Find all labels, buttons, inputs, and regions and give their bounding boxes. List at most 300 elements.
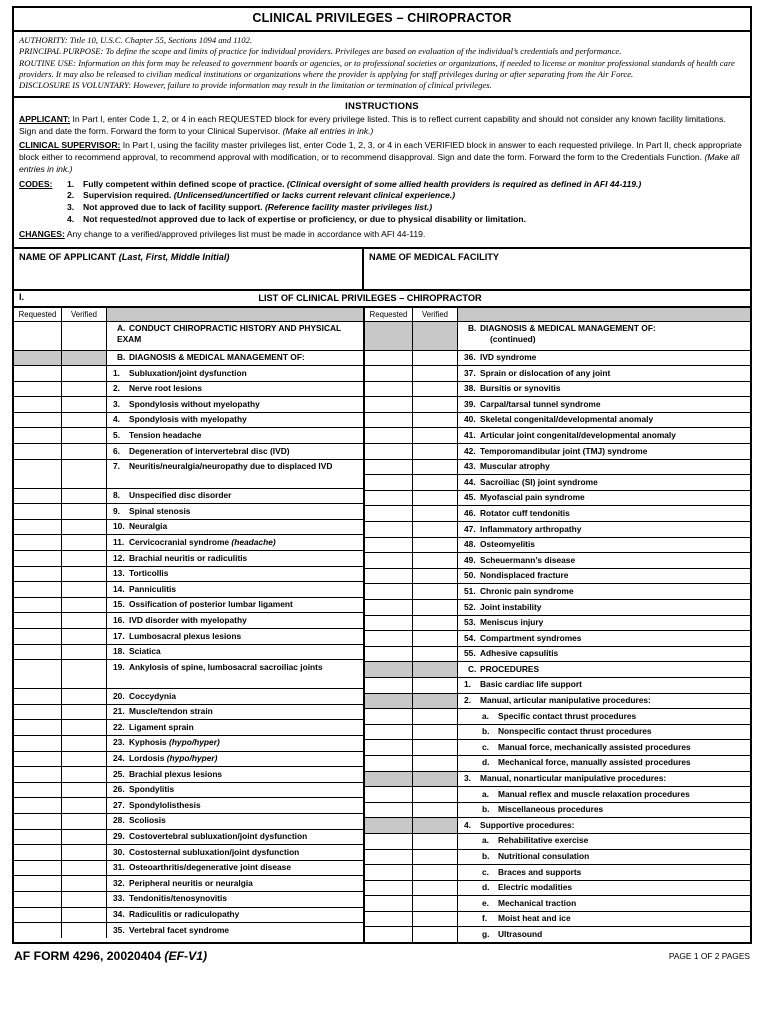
- privilege-label: [458, 616, 750, 631]
- requested-code-cell: [365, 322, 413, 350]
- verified-code-cell[interactable]: [413, 475, 458, 490]
- verified-code-cell[interactable]: [62, 798, 107, 813]
- requested-code-cell[interactable]: [14, 582, 62, 597]
- medical-facility-field[interactable]: [364, 249, 750, 289]
- privacy-authority-text: Title 10, U.S.C. Chapter 55, Sections 1094 and 1102.: [69, 34, 252, 45]
- requested-code-cell[interactable]: [365, 834, 413, 849]
- verified-code-cell[interactable]: [413, 616, 458, 631]
- requested-code-cell[interactable]: [14, 705, 62, 720]
- requested-code-cell[interactable]: [365, 553, 413, 568]
- verified-code-cell[interactable]: [413, 865, 458, 880]
- requested-code-cell[interactable]: [14, 923, 62, 938]
- privilege-label: [107, 428, 363, 443]
- verified-code-cell[interactable]: [413, 428, 458, 443]
- privilege-text: Inflammatory arthropathy: [480, 523, 582, 534]
- requested-code-cell[interactable]: [365, 397, 413, 412]
- privilege-text: Spondylosis without myelopathy: [129, 398, 260, 409]
- privilege-marker: 34.: [113, 909, 125, 920]
- privilege-row: [14, 322, 363, 351]
- privilege-label: [458, 818, 750, 833]
- verified-code-cell[interactable]: [62, 645, 107, 660]
- privilege-row: [14, 428, 363, 444]
- requested-code-cell[interactable]: [14, 629, 62, 644]
- requested-code-cell[interactable]: [365, 647, 413, 662]
- requested-code-cell[interactable]: [14, 551, 62, 566]
- requested-code-cell[interactable]: [365, 491, 413, 506]
- verified-code-cell[interactable]: [62, 629, 107, 644]
- privilege-marker: 6.: [113, 445, 120, 456]
- verified-code-cell[interactable]: [62, 567, 107, 582]
- verified-code-cell[interactable]: [62, 520, 107, 535]
- verified-code-cell[interactable]: [62, 861, 107, 876]
- privilege-label: [458, 834, 750, 849]
- verified-code-cell: [413, 694, 458, 709]
- privilege-marker: 2.: [113, 383, 120, 394]
- verified-code-cell[interactable]: [62, 460, 107, 488]
- privilege-text-note: (headache): [231, 536, 276, 547]
- verified-code-cell[interactable]: [413, 912, 458, 927]
- privacy-purpose-label: PRINCIPAL PURPOSE:: [19, 46, 104, 57]
- privilege-text: Spondylitis: [129, 784, 175, 795]
- requested-code-cell[interactable]: [14, 798, 62, 813]
- privilege-text: Vertebral facet syndrome: [129, 924, 230, 935]
- privilege-text: Compartment syndromes: [480, 632, 582, 643]
- verified-code-cell[interactable]: [413, 803, 458, 818]
- privilege-label: [107, 366, 363, 381]
- verified-code-cell[interactable]: [62, 720, 107, 735]
- requested-code-cell[interactable]: [14, 861, 62, 876]
- privilege-text: Spondylolisthesis: [129, 799, 201, 810]
- privacy-disclosure-text: However, failure to provide information may result in the limitation or termination of clinical privileges.: [133, 80, 492, 91]
- privilege-text: Brachial neuritis or radiculitis: [129, 552, 248, 563]
- verified-code-cell[interactable]: [62, 598, 107, 613]
- verified-code-cell[interactable]: [62, 736, 107, 751]
- privilege-text: Panniculitis: [129, 583, 177, 594]
- privilege-text: Nonspecific contact thrust procedures: [498, 726, 652, 737]
- privilege-label: [458, 787, 750, 802]
- requested-code-cell[interactable]: [14, 689, 62, 704]
- privilege-marker: 12.: [113, 552, 125, 563]
- verified-code-cell[interactable]: [413, 382, 458, 397]
- privilege-marker: 27.: [113, 799, 125, 810]
- verified-code-cell[interactable]: [62, 413, 107, 428]
- verified-code-cell[interactable]: [62, 876, 107, 891]
- requested-code-cell[interactable]: [14, 444, 62, 459]
- privilege-label: [107, 567, 363, 582]
- requested-code-cell[interactable]: [14, 520, 62, 535]
- privilege-marker: 18.: [113, 646, 125, 657]
- privilege-label: [107, 351, 363, 366]
- verified-code-cell[interactable]: [62, 397, 107, 412]
- requested-code-cell[interactable]: [365, 896, 413, 911]
- privilege-text: CONDUCT CHIROPRACTIC HISTORY AND PHYSICAL EXAM: [117, 323, 342, 344]
- requested-code-cell[interactable]: [365, 382, 413, 397]
- verified-code-cell[interactable]: [62, 783, 107, 798]
- privilege-label: [107, 520, 363, 535]
- requested-code-cell[interactable]: [365, 444, 413, 459]
- privilege-text: Sprain or dislocation of any joint: [480, 367, 611, 378]
- privilege-row: [14, 489, 363, 505]
- requested-code-cell[interactable]: [14, 489, 62, 504]
- privacy-routine-text: Information on this form may be released to government boards or agencies, or to professional societies or organizations, if needed to license or monitor professional standards of health care providers. It may also be released to civilian medical institutions or organizations where the provider is applying for staff privileges during or after separating from the Air Force.: [19, 57, 735, 80]
- privilege-marker: 14.: [113, 583, 125, 594]
- instruction-changes-text: Any change to a verified/approved privileges list must be made in accordance with AFI 44-119.: [66, 228, 426, 239]
- requested-code-cell[interactable]: [14, 892, 62, 907]
- section-i-header: [14, 291, 750, 308]
- privilege-row: [14, 705, 363, 721]
- requested-code-cell[interactable]: [14, 598, 62, 613]
- requested-code-cell[interactable]: [14, 613, 62, 628]
- privilege-label: [107, 876, 363, 891]
- privilege-label: [107, 798, 363, 813]
- verified-code-cell[interactable]: [62, 382, 107, 397]
- privilege-row: [365, 896, 750, 912]
- privilege-row: [365, 631, 750, 647]
- instruction-code-line: [67, 179, 745, 191]
- verified-code-cell[interactable]: [413, 522, 458, 537]
- privilege-row: [365, 569, 750, 585]
- privilege-label: [458, 600, 750, 615]
- privilege-text: DIAGNOSIS & MEDICAL MANAGEMENT OF:: [480, 323, 656, 334]
- verified-code-cell[interactable]: [62, 845, 107, 860]
- privilege-label: [458, 896, 750, 911]
- privilege-marker: 16.: [113, 614, 125, 625]
- verified-code-cell[interactable]: [413, 538, 458, 553]
- privilege-label: [107, 660, 363, 688]
- requested-code-cell[interactable]: [365, 865, 413, 880]
- privilege-text: Manual force, mechanically assisted procedures: [498, 741, 691, 752]
- requested-code-cell[interactable]: [14, 767, 62, 782]
- requested-code-cell[interactable]: [14, 397, 62, 412]
- privilege-marker: 55.: [464, 648, 476, 659]
- privilege-text: Adhesive capsulitis: [480, 648, 559, 659]
- verified-code-cell[interactable]: [62, 830, 107, 845]
- privilege-text: Nerve root lesions: [129, 383, 203, 394]
- verified-code-cell[interactable]: [413, 927, 458, 942]
- privileges-column-right: [365, 308, 750, 943]
- privilege-marker: C.: [468, 663, 477, 674]
- requested-code-cell[interactable]: [365, 803, 413, 818]
- verified-code-cell[interactable]: [62, 752, 107, 767]
- requested-code-cell[interactable]: [14, 567, 62, 582]
- privilege-label: [458, 460, 750, 475]
- requested-code-cell[interactable]: [365, 460, 413, 475]
- form-title: CLINICAL PRIVILEGES – CHIROPRACTOR: [14, 8, 750, 32]
- privilege-row: [365, 662, 750, 678]
- privilege-row: [14, 598, 363, 614]
- privilege-label: [107, 861, 363, 876]
- privilege-label: [458, 678, 750, 693]
- applicant-name-label: NAME OF APPLICANT: [19, 251, 117, 262]
- requested-code-cell[interactable]: [365, 740, 413, 755]
- verified-code-cell[interactable]: [62, 613, 107, 628]
- requested-code-cell[interactable]: [14, 645, 62, 660]
- privilege-text: Kyphosis: [129, 737, 167, 748]
- verified-code-cell[interactable]: [62, 923, 107, 938]
- privilege-row: [14, 413, 363, 429]
- privilege-row: [365, 927, 750, 942]
- privilege-marker: b.: [482, 726, 490, 737]
- privilege-marker: 50.: [464, 570, 476, 581]
- requested-code-cell[interactable]: [365, 584, 413, 599]
- requested-code-cell[interactable]: [14, 504, 62, 519]
- requested-code-cell[interactable]: [365, 569, 413, 584]
- verified-code-cell[interactable]: [413, 351, 458, 366]
- verified-code-cell[interactable]: [62, 908, 107, 923]
- form-identifier: [14, 949, 207, 963]
- verified-code-cell[interactable]: [62, 767, 107, 782]
- verified-code-cell[interactable]: [62, 689, 107, 704]
- requested-code-cell[interactable]: [365, 413, 413, 428]
- requested-code-cell[interactable]: [365, 351, 413, 366]
- verified-code-cell[interactable]: [413, 740, 458, 755]
- requested-code-cell[interactable]: [14, 814, 62, 829]
- verified-code-cell: [413, 322, 458, 350]
- privilege-text: Skeletal congenital/developmental anomaly: [480, 414, 654, 425]
- privilege-text: Nutritional consulation: [498, 851, 590, 862]
- privilege-text: Ossification of posterior lumbar ligament: [129, 599, 293, 610]
- requested-code-cell[interactable]: [365, 678, 413, 693]
- requested-code-cell[interactable]: [14, 428, 62, 443]
- requested-code-cell[interactable]: [14, 736, 62, 751]
- requested-code-cell[interactable]: [365, 756, 413, 771]
- privilege-label: [107, 830, 363, 845]
- requested-code-cell[interactable]: [365, 881, 413, 896]
- requested-code-cell[interactable]: [365, 912, 413, 927]
- privilege-row: [365, 772, 750, 788]
- privilege-text: Specific contact thrust procedures: [498, 710, 637, 721]
- privilege-text: Temporomandibular joint (TMJ) syndrome: [480, 445, 648, 456]
- verified-code-cell[interactable]: [413, 460, 458, 475]
- privilege-row: [14, 613, 363, 629]
- verified-code-cell[interactable]: [413, 834, 458, 849]
- privilege-marker: d.: [482, 757, 490, 768]
- privilege-row: [365, 803, 750, 819]
- verified-code-cell[interactable]: [413, 506, 458, 521]
- requested-code-cell[interactable]: [14, 720, 62, 735]
- privilege-row: [14, 397, 363, 413]
- privilege-marker: 38.: [464, 383, 476, 394]
- verified-code-cell[interactable]: [62, 814, 107, 829]
- instruction-code-note: (Unlicensed/uncertified or lacks current relevant clinical experience.): [173, 190, 456, 201]
- requested-code-cell: [365, 772, 413, 787]
- privilege-label: [107, 814, 363, 829]
- privilege-marker: 39.: [464, 398, 476, 409]
- privilege-row: [365, 506, 750, 522]
- privilege-label: [458, 444, 750, 459]
- verified-code-cell[interactable]: [62, 504, 107, 519]
- privilege-row: [365, 351, 750, 367]
- privilege-marker: 4.: [113, 414, 120, 425]
- verified-code-cell[interactable]: [62, 366, 107, 381]
- privilege-label: [458, 709, 750, 724]
- privilege-row: [14, 830, 363, 846]
- privilege-label: [107, 689, 363, 704]
- verified-code-cell[interactable]: [62, 322, 107, 350]
- verified-code-cell[interactable]: [62, 892, 107, 907]
- privilege-row: [14, 645, 363, 661]
- privilege-marker: 2.: [464, 695, 471, 706]
- requested-code-cell[interactable]: [14, 752, 62, 767]
- privilege-text: Bursitis or synovitis: [480, 383, 561, 394]
- privilege-row: [365, 444, 750, 460]
- privilege-label: [107, 767, 363, 782]
- privilege-row: [365, 538, 750, 554]
- privilege-marker: a.: [482, 788, 489, 799]
- privilege-label: [458, 428, 750, 443]
- privilege-row: [365, 694, 750, 710]
- privilege-marker: 35.: [113, 924, 125, 935]
- privilege-text: Neuritis/neuralgia/neuropathy due to displaced IVD: [129, 461, 333, 472]
- privilege-marker: 41.: [464, 429, 476, 440]
- privilege-text: Rehabilitative exercise: [498, 835, 589, 846]
- requested-code-cell[interactable]: [14, 783, 62, 798]
- requested-code-cell[interactable]: [365, 506, 413, 521]
- privilege-text: Radiculitis or radiculopathy: [129, 909, 240, 920]
- privilege-row: [365, 428, 750, 444]
- verified-code-cell[interactable]: [62, 705, 107, 720]
- privilege-rows-left: [14, 322, 363, 938]
- verified-code-cell[interactable]: [62, 582, 107, 597]
- privilege-text: Neuralgia: [129, 521, 168, 532]
- requested-code-cell[interactable]: [365, 538, 413, 553]
- privilege-label: [107, 322, 363, 350]
- verified-code-cell[interactable]: [413, 491, 458, 506]
- medical-facility-label: NAME OF MEDICAL FACILITY: [369, 251, 499, 262]
- privilege-text: Ultrasound: [498, 928, 543, 939]
- verified-code-cell[interactable]: [62, 489, 107, 504]
- verified-code-cell[interactable]: [413, 366, 458, 381]
- verified-code-cell[interactable]: [413, 647, 458, 662]
- verified-code-cell[interactable]: [413, 896, 458, 911]
- requested-code-cell[interactable]: [365, 616, 413, 631]
- privilege-label: [107, 845, 363, 860]
- privilege-label: [458, 756, 750, 771]
- verified-code-cell[interactable]: [413, 444, 458, 459]
- instruction-code-main: Not approved due to lack of facility support.: [83, 202, 263, 213]
- privilege-row: [365, 522, 750, 538]
- privilege-label: [107, 720, 363, 735]
- privilege-text: Chronic pain syndrome: [480, 585, 574, 596]
- requested-code-cell[interactable]: [365, 475, 413, 490]
- requested-code-cell[interactable]: [14, 830, 62, 845]
- verified-code-cell[interactable]: [413, 584, 458, 599]
- requested-code-cell[interactable]: [14, 460, 62, 488]
- privilege-text: Degeneration of intervertebral disc (IVD): [129, 445, 290, 456]
- column-headers-left: [14, 308, 363, 322]
- verified-code-cell[interactable]: [62, 660, 107, 688]
- privilege-row: [14, 736, 363, 752]
- privilege-label: [107, 444, 363, 459]
- privilege-label: [458, 740, 750, 755]
- verified-code-cell: [413, 772, 458, 787]
- privilege-marker: 52.: [464, 601, 476, 612]
- privilege-text: Articular joint congenital/developmental anomaly: [480, 429, 676, 440]
- privilege-label: [107, 629, 363, 644]
- verified-code-cell[interactable]: [62, 551, 107, 566]
- privilege-marker: 21.: [113, 706, 125, 717]
- requested-code-cell[interactable]: [14, 845, 62, 860]
- verified-code-cell[interactable]: [62, 428, 107, 443]
- verified-code-cell[interactable]: [413, 553, 458, 568]
- requested-code-cell[interactable]: [365, 428, 413, 443]
- verified-code-cell[interactable]: [413, 881, 458, 896]
- requested-code-cell[interactable]: [14, 366, 62, 381]
- requested-code-cell[interactable]: [365, 631, 413, 646]
- applicant-name-field[interactable]: [14, 249, 364, 289]
- verified-code-cell[interactable]: [413, 709, 458, 724]
- verified-code-cell[interactable]: [413, 787, 458, 802]
- instruction-applicant: [19, 114, 745, 138]
- privilege-row: [14, 861, 363, 877]
- privilege-row: [14, 892, 363, 908]
- verified-code-cell[interactable]: [413, 631, 458, 646]
- requested-code-cell[interactable]: [365, 850, 413, 865]
- privilege-row: [14, 504, 363, 520]
- verified-code-cell[interactable]: [413, 756, 458, 771]
- header-description-right: [458, 308, 750, 321]
- requested-code-cell: [365, 818, 413, 833]
- privilege-text: Myofascial pain syndrome: [480, 492, 585, 503]
- verified-code-cell[interactable]: [62, 535, 107, 550]
- requested-code-cell[interactable]: [14, 908, 62, 923]
- form-number: AF FORM 4296, 20020404: [14, 949, 162, 964]
- privilege-marker: 3.: [113, 398, 120, 409]
- privilege-row: [365, 491, 750, 507]
- privilege-label: [458, 569, 750, 584]
- privilege-label: [107, 504, 363, 519]
- privilege-label: [107, 582, 363, 597]
- privilege-marker: 5.: [113, 429, 120, 440]
- verified-code-cell[interactable]: [62, 444, 107, 459]
- privilege-text: Ligament sprain: [129, 721, 194, 732]
- privilege-row: [365, 818, 750, 834]
- verified-code-cell[interactable]: [413, 413, 458, 428]
- requested-code-cell[interactable]: [365, 787, 413, 802]
- verified-code-cell[interactable]: [413, 678, 458, 693]
- privilege-marker: d.: [482, 882, 490, 893]
- verified-code-cell[interactable]: [413, 569, 458, 584]
- privilege-marker: 8.: [113, 490, 120, 501]
- privilege-row: [14, 366, 363, 382]
- requested-code-cell[interactable]: [365, 709, 413, 724]
- requested-code-cell[interactable]: [14, 660, 62, 688]
- verified-code-cell[interactable]: [413, 850, 458, 865]
- verified-code-cell[interactable]: [413, 725, 458, 740]
- instruction-code-text: [83, 179, 745, 191]
- requested-code-cell[interactable]: [365, 522, 413, 537]
- privilege-label: [458, 413, 750, 428]
- privilege-label: [107, 908, 363, 923]
- requested-code-cell[interactable]: [14, 876, 62, 891]
- requested-code-cell[interactable]: [365, 927, 413, 942]
- privilege-text: Costovertebral subluxation/joint dysfunction: [129, 831, 308, 842]
- verified-code-cell[interactable]: [413, 600, 458, 615]
- privilege-marker: g.: [482, 928, 490, 939]
- privilege-row: [365, 709, 750, 725]
- requested-code-cell[interactable]: [14, 382, 62, 397]
- instruction-applicant-note: (Make all entries in ink.): [282, 125, 374, 136]
- verified-code-cell[interactable]: [413, 397, 458, 412]
- requested-code-cell[interactable]: [14, 413, 62, 428]
- requested-code-cell[interactable]: [365, 600, 413, 615]
- requested-code-cell[interactable]: [14, 535, 62, 550]
- privilege-row: [365, 912, 750, 928]
- instruction-applicant-label: APPLICANT:: [19, 113, 71, 124]
- requested-code-cell[interactable]: [365, 725, 413, 740]
- requested-code-cell[interactable]: [14, 322, 62, 350]
- requested-code-cell[interactable]: [365, 366, 413, 381]
